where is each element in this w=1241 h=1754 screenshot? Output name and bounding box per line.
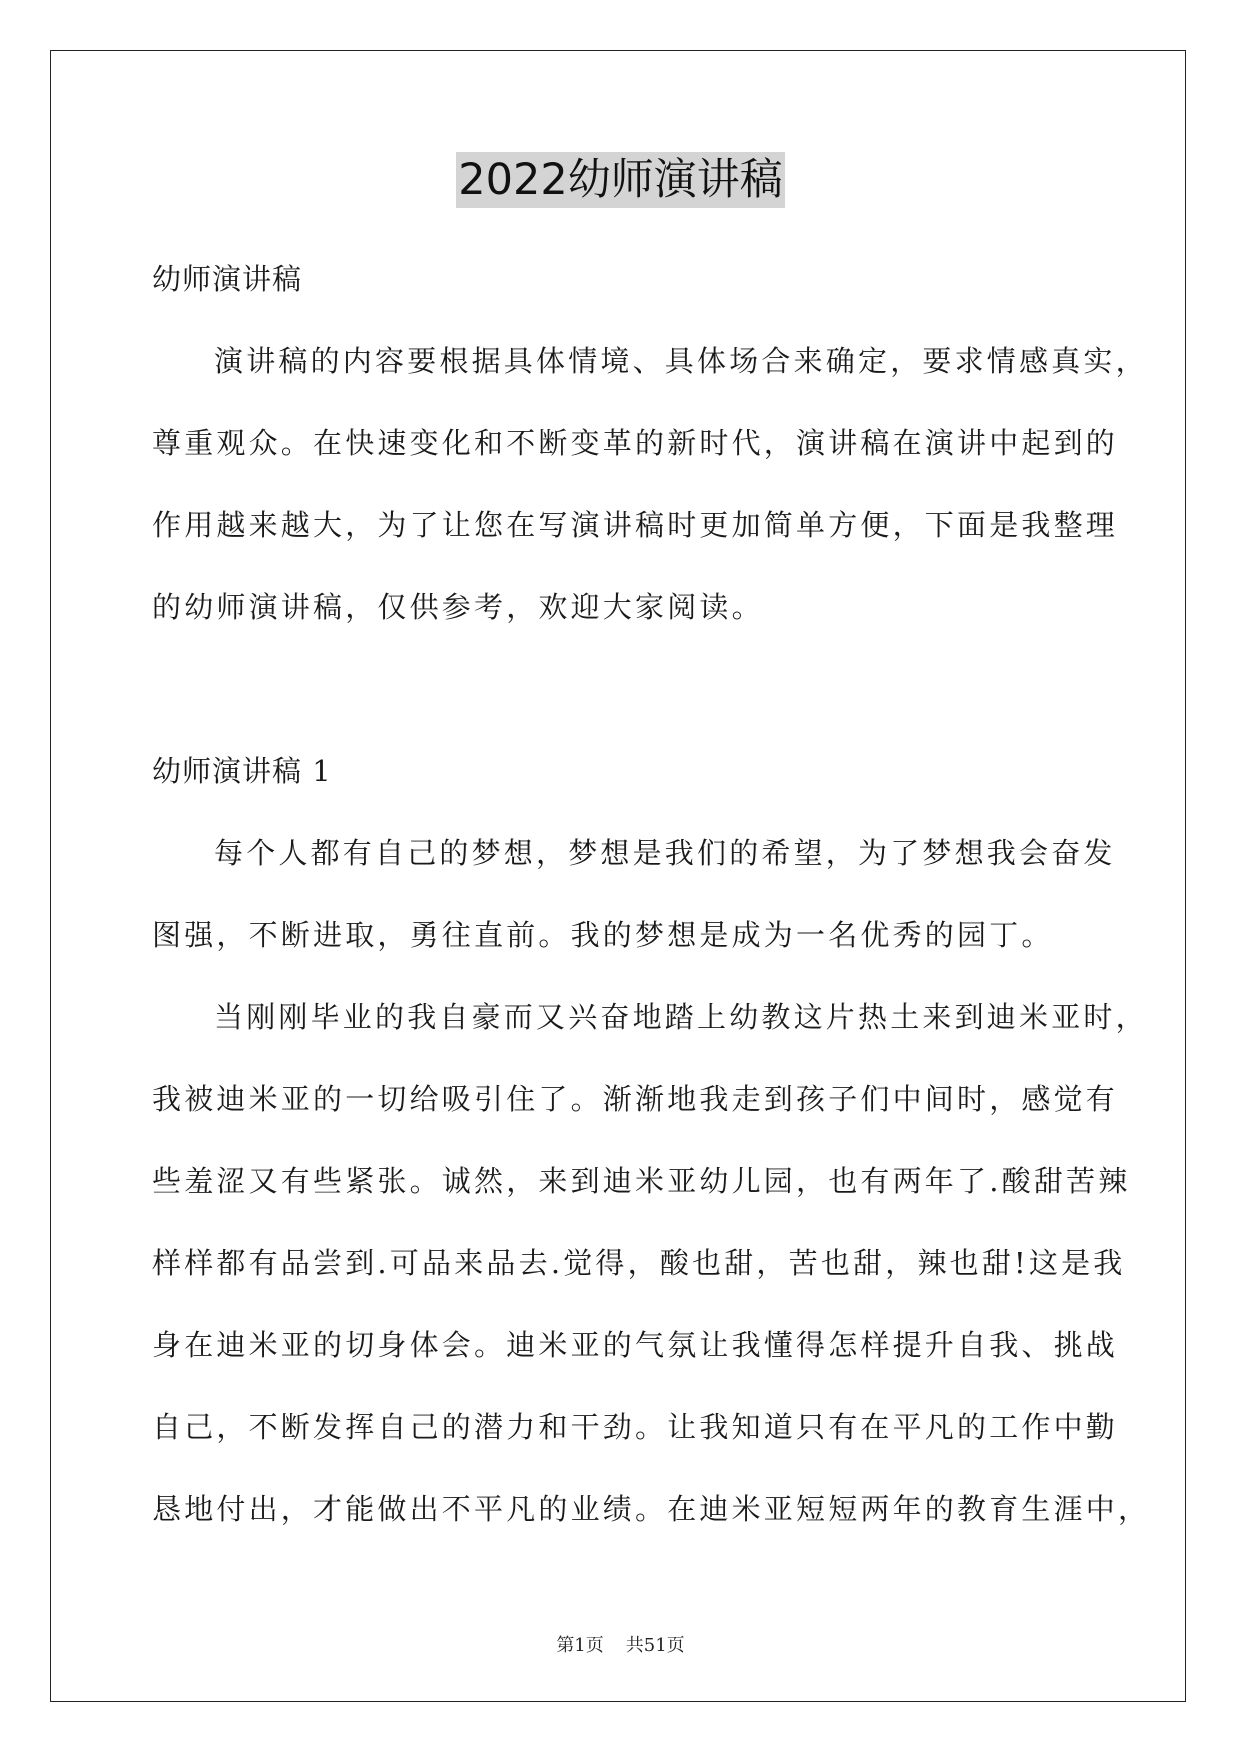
paragraph-line: 些羞涩又有些紧张。诚然，来到迪米亚幼儿园，也有两年了.酸甜苦辣 — [152, 1164, 1131, 1198]
page-number: 第1页 — [556, 1635, 604, 1656]
document-subtitle: 幼师演讲稿 — [152, 262, 303, 296]
paragraph-line: 恳地付出，才能做出不平凡的业绩。在迪米亚短短两年的教育生涯中， — [152, 1492, 1151, 1526]
page-footer — [0, 1631, 1241, 1657]
title-container — [0, 152, 1241, 208]
paragraph-line: 图强，不断进取，勇往直前。我的梦想是成为一名优秀的园丁。 — [152, 918, 1054, 952]
document-body — [152, 238, 1151, 1550]
page-total: 共51页 — [625, 1635, 685, 1656]
intro-line: 作用越来越大，为了让您在写演讲稿时更加简单方便，下面是我整理 — [152, 508, 1119, 542]
paragraph-line: 自己，不断发挥自己的潜力和干劲。让我知道只有在平凡的工作中勤 — [152, 1410, 1119, 1444]
section-heading: 幼师演讲稿 1 — [152, 754, 332, 788]
paragraph-line: 样样都有品尝到.可品来品去.觉得，酸也甜，苦也甜，辣也甜!这是我 — [152, 1246, 1126, 1280]
paragraph-line: 身在迪米亚的切身体会。迪米亚的气氛让我懂得怎样提升自我、挑战 — [152, 1328, 1119, 1362]
paragraph-line: 当刚刚毕业的我自豪而又兴奋地踏上幼教这片热土来到迪米亚时， — [214, 1000, 1148, 1034]
paragraph-line: 我被迪米亚的一切给吸引住了。渐渐地我走到孩子们中间时，感觉有 — [152, 1082, 1119, 1116]
document-title: 2022幼师演讲稿 — [456, 152, 784, 208]
intro-line: 的幼师演讲稿，仅供参考，欢迎大家阅读。 — [152, 590, 764, 624]
intro-line: 演讲稿的内容要根据具体情境、具体场合来确定，要求情感真实， — [214, 344, 1148, 378]
paragraph-line: 每个人都有自己的梦想，梦想是我们的希望，为了梦想我会奋发 — [214, 836, 1116, 870]
intro-line: 尊重观众。在快速变化和不断变革的新时代，演讲稿在演讲中起到的 — [152, 426, 1119, 460]
paragraph-gap — [152, 648, 1092, 730]
